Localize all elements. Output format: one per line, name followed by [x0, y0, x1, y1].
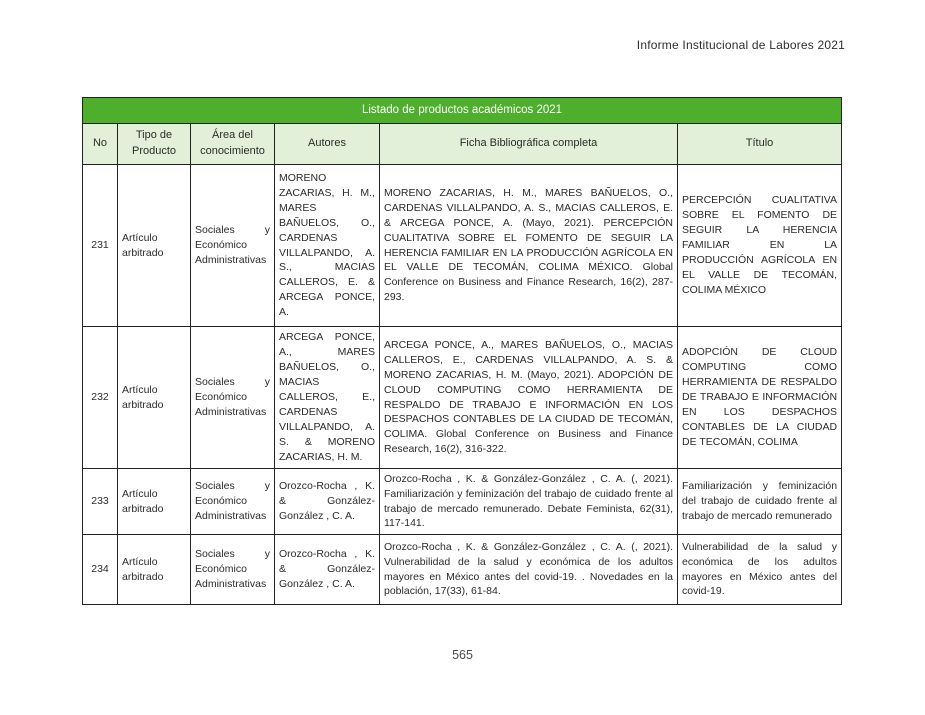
cell-autores: Orozco-Rocha , K. & González-González , C. A.: [275, 535, 380, 605]
table-header-row: [83, 124, 842, 165]
cell-autores: MORENO ZACARIAS, H. M., MARES BAÑUELOS, O., CARDENAS VILLALPANDO, A. S., MACIAS CALLEROS, E. & ARCEGA PONCE, A.: [275, 165, 380, 327]
cell-no: 234: [83, 535, 118, 605]
column-header-no: No: [83, 124, 118, 165]
cell-titulo: Familiarización y feminización del trabajo de cuidado frente al trabajo de mercado remunerado: [678, 469, 842, 535]
cell-area: Sociales y Económico Administrativas: [191, 165, 275, 327]
table-row: [83, 165, 842, 327]
column-header-area: Área del conocimiento: [191, 124, 275, 165]
cell-tipo: Artículo arbitrado: [118, 535, 191, 605]
table-title: Listado de productos académicos 2021: [83, 98, 842, 124]
column-header-titulo: Título: [678, 124, 842, 165]
cell-ficha: ARCEGA PONCE, A., MARES BAÑUELOS, O., MACIAS CALLEROS, E., CARDENAS VILLALPANDO, A. S. & MORENO ZACARIAS, H. M. (Mayo, 2021). ADOPCIÓN DE CLOUD COMPUTING COMO HERRAMIENTA DE RESPALDO DE TRABAJO E INFORMACIÓN EN LOS DESPACHOS CONTABLES DE LA CIUDAD DE TECOMÁN, COLIMA. Global Conference on Business and Finance Research, 16(2), 316-322.: [380, 327, 678, 469]
page-number: 565: [452, 648, 473, 662]
cell-no: 232: [83, 327, 118, 469]
cell-titulo: ADOPCIÓN DE CLOUD COMPUTING COMO HERRAMIENTA DE RESPALDO DE TRABAJO E INFORMACIÓN EN LOS DESPACHOS CONTABLES DE LA CIUDAD DE TECOMÁN, COLIMA: [678, 327, 842, 469]
cell-area: Sociales y Económico Administrativas: [191, 327, 275, 469]
cell-autores: ARCEGA PONCE, A., MARES BAÑUELOS, O., MACIAS CALLEROS, E., CARDENAS VILLALPANDO, A. S. & MORENO ZACARIAS, H. M.: [275, 327, 380, 469]
column-header-ficha: Ficha Bibliográfica completa: [380, 124, 678, 165]
running-header: Informe Institucional de Labores 2021: [636, 38, 845, 52]
cell-ficha: Orozco-Rocha , K. & González-González , C. A. (, 2021). Vulnerabilidad de la salud y económica de los adultos mayores en México antes del covid-19. . Novedades en la población, 17(33), 61-84.: [380, 535, 678, 605]
cell-tipo: Artículo arbitrado: [118, 165, 191, 327]
cell-no: 233: [83, 469, 118, 535]
cell-area: Sociales y Económico Administrativas: [191, 535, 275, 605]
cell-tipo: Artículo arbitrado: [118, 469, 191, 535]
table-title-row: [83, 98, 842, 124]
cell-area: Sociales y Económico Administrativas: [191, 469, 275, 535]
table-row: [83, 327, 842, 469]
cell-titulo: Vulnerabilidad de la salud y económica de los adultos mayores en México antes del covid-19.: [678, 535, 842, 605]
cell-titulo: PERCEPCIÓN CUALITATIVA SOBRE EL FOMENTO DE SEGUIR LA HERENCIA FAMILIAR EN LA PRODUCCIÓN AGRÍCOLA EN EL VALLE DE TECOMÁN, COLIMA MÉXICO: [678, 165, 842, 327]
cell-autores: Orozco-Rocha , K. & González-González , C. A.: [275, 469, 380, 535]
cell-no: 231: [83, 165, 118, 327]
table-row: [83, 469, 842, 535]
cell-tipo: Artículo arbitrado: [118, 327, 191, 469]
column-header-autores: Autores: [275, 124, 380, 165]
table-row: [83, 535, 842, 605]
academic-products-table: [82, 97, 842, 605]
cell-ficha: MORENO ZACARIAS, H. M., MARES BAÑUELOS, O., CARDENAS VILLALPANDO, A. S., MACIAS CALLEROS, E. & ARCEGA PONCE, A. (Mayo, 2021). PERCEPCIÓN CUALITATIVA SOBRE EL FOMENTO DE SEGUIR LA HERENCIA FAMILIAR EN LA PRODUCCIÓN AGRÍCOLA EN EL VALLE DE TECOMÁN, COLIMA MÉXICO. Global Conference on Business and Finance Research, 16(2), 287-293.: [380, 165, 678, 327]
cell-ficha: Orozco-Rocha , K. & González-González , C. A. (, 2021). Familiarización y feminización del trabajo de cuidado frente al trabajo de mercado remunerado. Debate Feminista, 62(31), 117-141.: [380, 469, 678, 535]
column-header-tipo: Tipo de Producto: [118, 124, 191, 165]
